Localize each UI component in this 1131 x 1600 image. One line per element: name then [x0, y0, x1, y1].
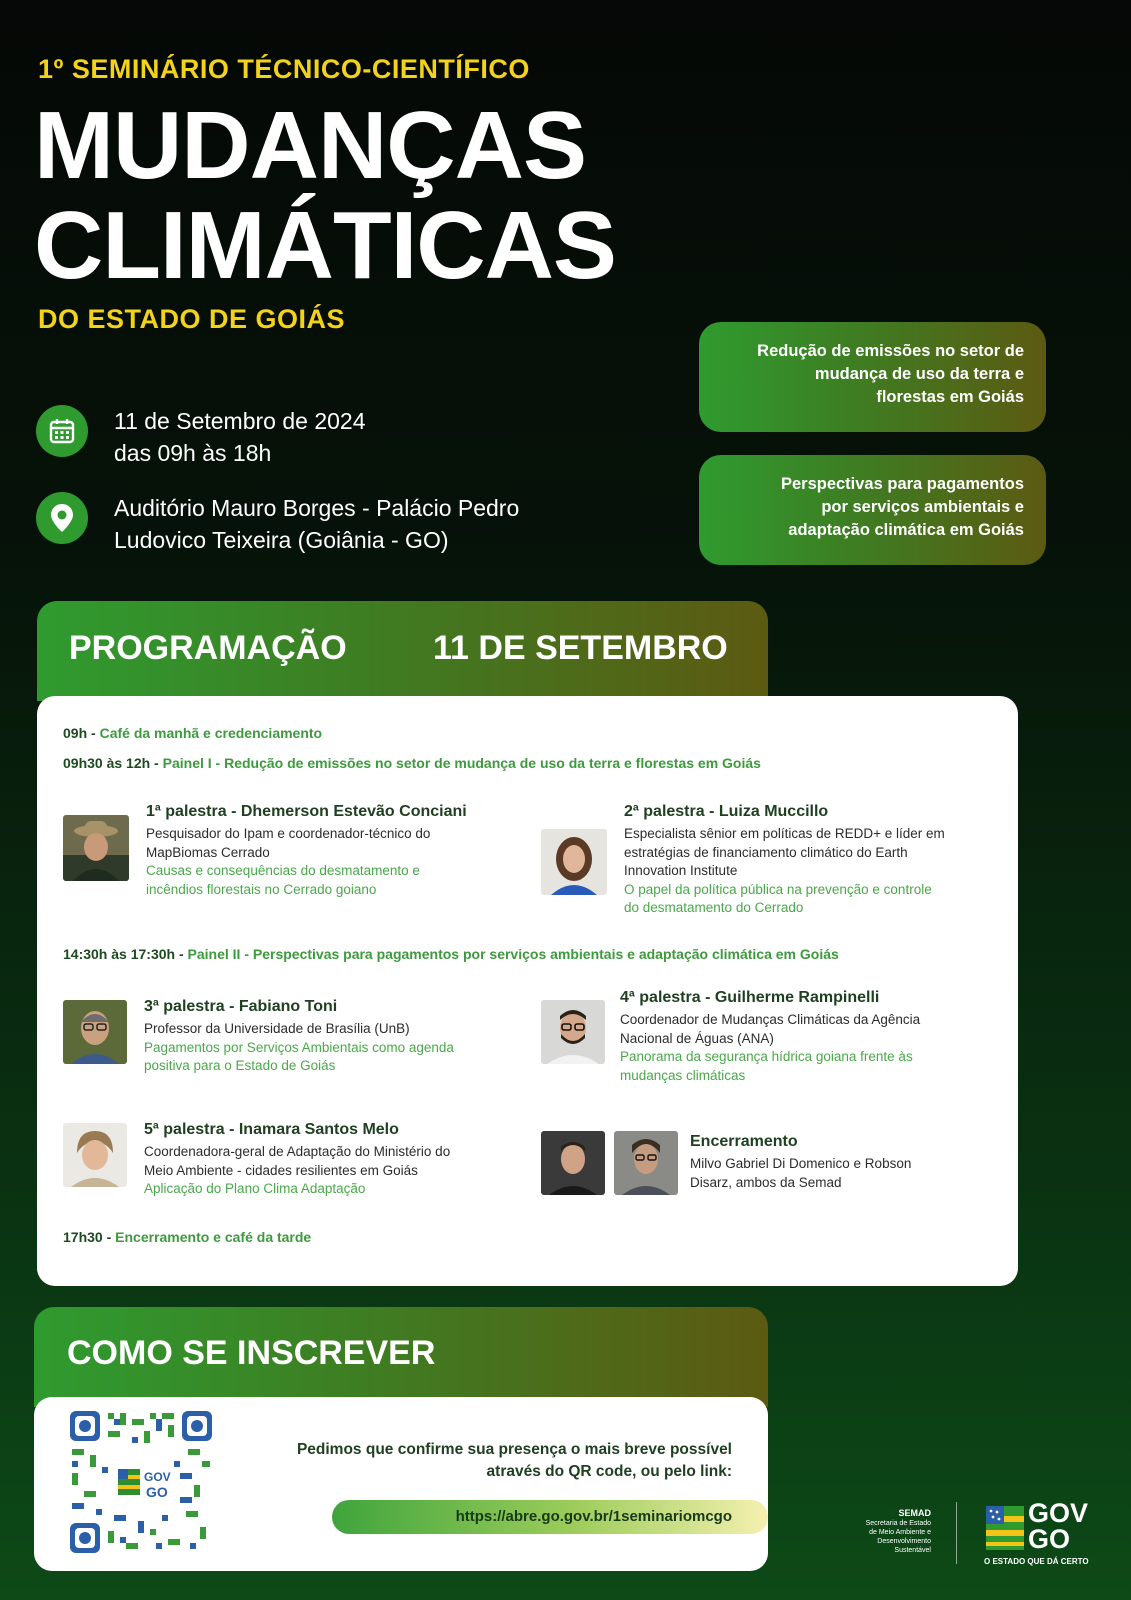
- topic-1-line: Redução de emissões no setor de: [757, 342, 1024, 360]
- talk-description: Disarz, ambos da Semad: [690, 1174, 842, 1190]
- title-line-1: MUDANÇAS: [34, 92, 586, 199]
- talk-1: [63, 803, 513, 899]
- qr-code[interactable]: [70, 1411, 212, 1553]
- schedule-item-panel-2: [63, 946, 839, 962]
- talk-title: Encerramento: [690, 1133, 798, 1150]
- topic-1-line: mudança de uso da terra e: [814, 365, 1024, 383]
- talk-2: [541, 803, 1011, 918]
- event-place-line-1: Auditório Mauro Borges - Palácio Pedro: [114, 495, 520, 521]
- schedule-time: 09h -: [63, 725, 100, 741]
- schedule-time: 17h30 -: [63, 1229, 116, 1245]
- talk-description: estratégias de financiamento climático do Earth: [624, 844, 908, 860]
- topic-box-2: [699, 455, 1046, 565]
- program-heading: PROGRAMAÇÃO: [69, 629, 347, 667]
- talk-topic: Pagamentos por Serviços Ambientais como agenda: [144, 1039, 454, 1055]
- event-place-text: [114, 492, 519, 556]
- speaker-photo: [63, 815, 129, 881]
- seminar-pretitle: 1º SEMINÁRIO TÉCNICO-CIENTÍFICO: [38, 54, 530, 84]
- event-place-line-2: Ludovico Teixeira (Goiânia - GO): [114, 527, 449, 553]
- closing-talk: [541, 1131, 1011, 1195]
- svg-text:GO: GO: [146, 1484, 168, 1500]
- schedule-item-closing: [63, 1229, 311, 1245]
- semad-line: Desenvolvimento: [877, 1538, 931, 1545]
- talk-topic: do desmatamento do Cerrado: [624, 900, 804, 915]
- registration-card: [34, 1397, 768, 1571]
- talk-title: 2ª palestra - Luiza Muccillo: [624, 803, 829, 820]
- talk-title: 1ª palestra - Dhemerson Estevão Conciani: [146, 803, 467, 820]
- registration-line-2: através do QR code, ou pelo link:: [486, 1463, 732, 1480]
- talk-5: [63, 1121, 513, 1199]
- schedule-text: Encerramento e café da tarde: [115, 1229, 312, 1245]
- gov-word: GOV: [1028, 1498, 1089, 1528]
- speaker-photo: [614, 1131, 678, 1195]
- talk-topic: Panorama da segurança hídrica goiana frente às: [620, 1049, 913, 1064]
- schedule-text: Café da manhã e credenciamento: [99, 725, 323, 741]
- talk-description: Coordenador de Mudanças Climáticas da Agência: [620, 1012, 921, 1027]
- go-word: GO: [1028, 1524, 1071, 1554]
- talk-title: 4ª palestra - Guilherme Rampinelli: [620, 989, 880, 1006]
- semad-line: Secretaria de Estado: [865, 1520, 931, 1527]
- schedule-time: 09h30 às 12h -: [63, 755, 163, 771]
- speaker-photo: [541, 1000, 605, 1064]
- topic-2-line: por serviços ambientais e: [821, 498, 1024, 516]
- speaker-photo: [541, 829, 607, 895]
- speaker-photo: [63, 1000, 127, 1064]
- schedule-item-panel-1: [63, 755, 761, 771]
- talk-topic: incêndios florestais no Cerrado goiano: [146, 881, 377, 897]
- semad-logo: [866, 1509, 931, 1555]
- talk-description: Especialista sênior em políticas de REDD+ e líder em: [624, 826, 945, 841]
- talk-title: 3ª palestra - Fabiano Toni: [144, 998, 338, 1015]
- registration-header: [34, 1307, 768, 1407]
- gov-go-logo: [984, 1500, 1100, 1568]
- title-line-2: CLIMÁTICAS: [34, 192, 616, 299]
- topic-2-line: adaptação climática em Goiás: [788, 521, 1024, 539]
- footer-divider: [956, 1502, 957, 1564]
- topic-1-line: florestas em Goiás: [876, 388, 1024, 406]
- talk-description: Meio Ambiente - cidades resilientes em Goiás: [144, 1162, 418, 1178]
- semad-name: SEMAD: [898, 1508, 931, 1518]
- event-date: 11 de Setembro de 2024: [114, 408, 366, 434]
- talk-3: [63, 998, 513, 1076]
- event-date-text: [114, 405, 365, 469]
- semad-line: de Meio Ambiente e: [869, 1529, 931, 1536]
- schedule-item-breakfast: [63, 725, 322, 741]
- semad-line: Sustentável: [894, 1547, 931, 1554]
- talk-topic: Causas e consequências do desmatamento e: [146, 863, 420, 878]
- talk-topic: positiva para o Estado de Goiás: [144, 1058, 336, 1073]
- talk-topic: O papel da política pública na prevenção e controle: [624, 881, 932, 897]
- talk-description: MapBiomas Cerrado: [146, 844, 270, 860]
- page-title: [34, 92, 616, 299]
- topic-box-1: [699, 322, 1046, 432]
- talk-description: Coordenadora-geral de Adaptação do Ministério do: [144, 1144, 451, 1159]
- talk-title: 5ª palestra - Inamara Santos Melo: [144, 1121, 399, 1138]
- registration-instructions: [252, 1439, 732, 1483]
- registration-heading: COMO SE INSCREVER: [67, 1334, 436, 1372]
- talk-topic: Aplicação do Plano Clima Adaptação: [144, 1181, 366, 1196]
- program-date: 11 DE SETEMBRO: [433, 629, 728, 667]
- registration-line-1: Pedimos que confirme sua presença o mais breve possível: [296, 1441, 732, 1458]
- schedule-time: 14:30h às 17:30h -: [63, 946, 188, 962]
- registration-link[interactable]: https://abre.go.gov.br/1seminariomcgo: [332, 1500, 768, 1534]
- event-date-row: [36, 405, 365, 469]
- talk-4: [541, 989, 1011, 1085]
- schedule-text: Painel II - Perspectivas para pagamentos por serviços ambientais e adaptação climática em Goiás: [187, 946, 839, 962]
- schedule-text: Painel I - Redução de emissões no setor de mudança de uso da terra e florestas em Goiás: [162, 755, 761, 771]
- svg-text:GOV: GOV: [144, 1470, 171, 1484]
- gov-tagline: O ESTADO QUE DÁ CERTO: [984, 1557, 1089, 1566]
- talk-description: Milvo Gabriel Di Domenico e Robson: [690, 1156, 912, 1171]
- speaker-photo: [63, 1123, 127, 1187]
- event-place-row: [36, 492, 519, 556]
- gov-go-wordmark: [1028, 1500, 1088, 1552]
- location-pin-icon: [36, 492, 88, 544]
- event-hours: das 09h às 18h: [114, 440, 272, 466]
- speaker-photo: [541, 1131, 605, 1195]
- talk-description: Innovation Institute: [624, 863, 738, 878]
- topic-2-line: Perspectivas para pagamentos: [780, 475, 1024, 493]
- talk-description: Pesquisador do Ipam e coordenador-técnico do: [146, 826, 431, 841]
- program-card: [37, 696, 1018, 1286]
- talk-topic: mudanças climáticas: [620, 1067, 746, 1083]
- talk-description: Professor da Universidade de Brasília (UnB): [144, 1021, 410, 1036]
- program-header: [37, 601, 768, 701]
- seminar-subtitle: DO ESTADO DE GOIÁS: [38, 304, 346, 334]
- talk-description: Nacional de Águas (ANA): [620, 1030, 774, 1046]
- calendar-icon: [36, 405, 88, 457]
